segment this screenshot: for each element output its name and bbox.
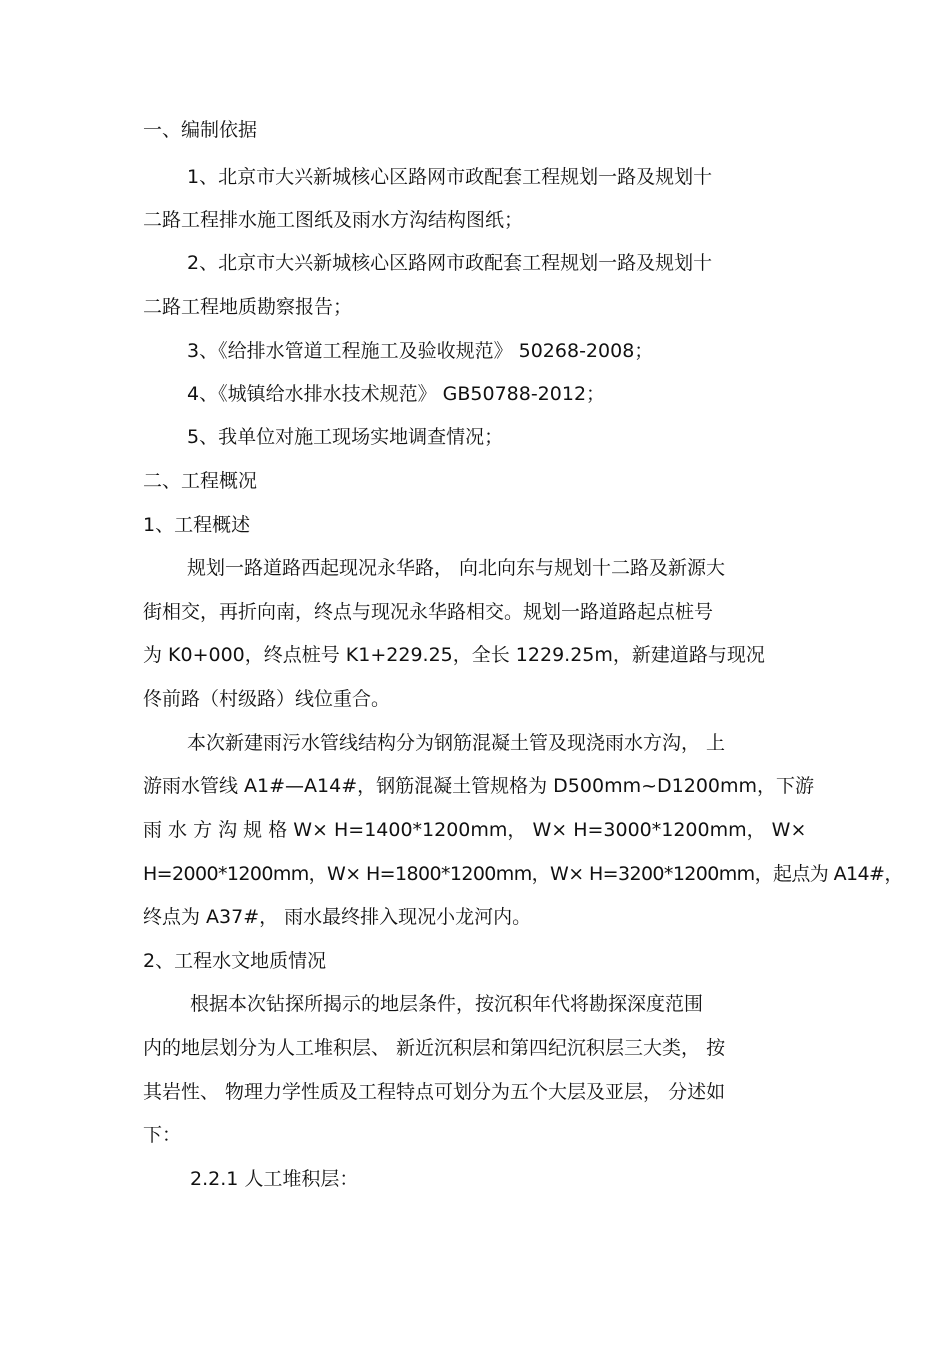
paragraph-line: 下： [143, 1124, 182, 1146]
paragraph-line: 终点为 A37#， 雨水最终排入现况小龙河内。 [143, 906, 532, 928]
paragraph-line: 本次新建雨污水管线结构分为钢筋混凝土管及现浇雨水方沟， 上 [187, 732, 726, 754]
paragraph-line: 内的地层划分为人工堆积层、 新近沉积层和第四纪沉积层三大类， 按 [143, 1037, 726, 1059]
subsection-heading: 2、工程水文地质情况 [143, 950, 327, 972]
paragraph-line: 为 K0+000，终点桩号 K1+229.25，全长 1229.25m，新建道路与现况 [143, 644, 765, 666]
paragraph-line: 根据本次钻探所揭示的地层条件，按沉积年代将勘探深度范围 [190, 993, 704, 1015]
paragraph-line: 3、《给排水管道工程施工及验收规范》 50268-2008； [187, 340, 654, 362]
subsection-heading: 2.2.1 人工堆积层： [190, 1168, 359, 1190]
paragraph-line: 1、北京市大兴新城核心区路网市政配套工程规划一路及规划十 [187, 166, 713, 188]
paragraph-line: 其岩性、 物理力学性质及工程特点可划分为五个大层及亚层， 分述如 [143, 1081, 726, 1103]
paragraph-line: 佟前路（村级路）线位重合。 [143, 688, 391, 710]
paragraph-line: 街相交，再折向南，终点与现况永华路相交。规划一路道路起点桩号 [143, 601, 714, 623]
paragraph-line: 游雨水管线 A1#—A14#，钢筋混凝土管规格为 D500mm~D1200mm，下游 [143, 775, 815, 797]
paragraph-line: 2、北京市大兴新城核心区路网市政配套工程规划一路及规划十 [187, 252, 713, 274]
paragraph-line: 4、《城镇给水排水技术规范》 GB50788-2012； [187, 383, 606, 405]
paragraph-line: 雨 水 方 沟 规 格 W× H=1400*1200mm， W× H=3000*1200mm， W× [143, 819, 807, 841]
section-heading: 一、编制依据 [143, 119, 258, 141]
section-heading: 二、工程概况 [143, 470, 258, 492]
subsection-heading: 1、工程概述 [143, 514, 251, 536]
paragraph-line: 5、我单位对施工现场实地调查情况； [187, 426, 504, 448]
paragraph-line: 规划一路道路西起现况永华路， 向北向东与规划十二路及新源大 [187, 557, 726, 579]
paragraph-line: H=2000*1200mm，W× H=1800*1200mm，W× H=3200*1200mm，起点为 A14#， [143, 863, 903, 885]
paragraph-line: 二路工程排水施工图纸及雨水方沟结构图纸； [143, 209, 524, 231]
paragraph-line: 二路工程地质勘察报告； [143, 296, 353, 318]
